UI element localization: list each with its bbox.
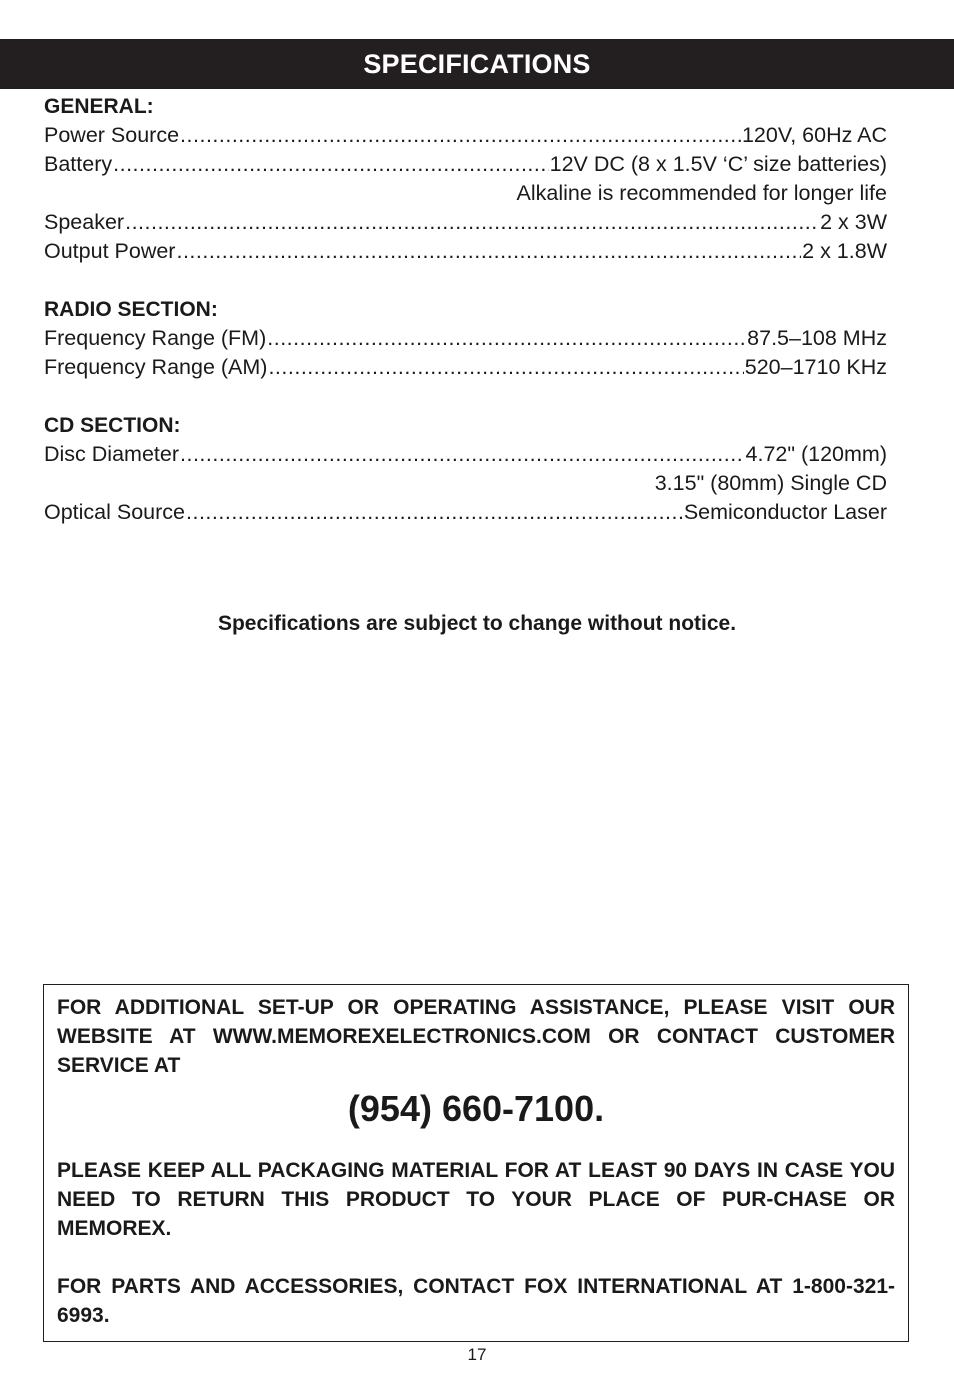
dot-leader <box>180 121 741 150</box>
spec-label: Battery <box>44 152 113 176</box>
radio-section <box>44 295 887 382</box>
spec-row-fm <box>44 324 887 353</box>
customer-service-phone: (954) 660-7100. <box>347 1088 605 1129</box>
paragraph-spacer <box>57 1243 895 1272</box>
change-notice: Specifications are subject to change without notice. <box>217 612 737 635</box>
dot-leader <box>113 150 549 179</box>
page-number: 17 <box>467 1345 487 1364</box>
spec-value: 4.72" (120mm) <box>745 442 887 466</box>
spec-label: Optical Source <box>44 500 186 524</box>
cd-section <box>44 411 887 527</box>
spec-note-disc-diameter: 3.15" (80mm) Single CD <box>654 471 887 495</box>
specifications-list <box>44 92 887 556</box>
spec-label: Frequency Range (FM) <box>44 326 267 350</box>
spec-value: 520–1710 KHz <box>744 355 887 379</box>
general-heading: GENERAL: <box>44 95 154 118</box>
spec-label: Power Source <box>44 123 180 147</box>
spec-value: 87.5–108 MHz <box>747 326 887 350</box>
packaging-paragraph: PLEASE KEEP ALL PACKAGING MATERIAL FOR AT LEAST 90 DAYS IN CASE YOU NEED TO RETURN THIS PRODUCT TO YOUR PLACE OF PUR-CHASE OR MEMOREX. <box>57 1159 895 1240</box>
specifications-header-bar <box>0 39 954 89</box>
spec-row-output-power <box>44 237 887 266</box>
assistance-box <box>43 984 909 1342</box>
spec-note-battery: Alkaline is recommended for longer life <box>516 181 887 205</box>
spec-row-am <box>44 353 887 382</box>
spec-row-disc-diameter <box>44 440 887 469</box>
spec-value: 120V, 60Hz AC <box>741 123 887 147</box>
spec-value: 12V DC (8 x 1.5V ‘C’ size batteries) <box>549 152 887 176</box>
general-section <box>44 92 887 266</box>
spec-label: Output Power <box>44 239 176 263</box>
spec-row-optical-source <box>44 498 887 527</box>
spec-row-battery <box>44 150 887 179</box>
cd-heading: CD SECTION: <box>44 414 181 437</box>
spec-value: Semiconductor Laser <box>683 500 887 524</box>
assistance-paragraph: FOR ADDITIONAL SET-UP OR OPERATING ASSISTANCE, PLEASE VISIT OUR WEBSITE AT WWW.MEMOREXELECTRONICS.COM OR CONTACT CUSTOMER SERVICE AT <box>57 996 895 1077</box>
dot-leader <box>125 208 819 237</box>
parts-paragraph: FOR PARTS AND ACCESSORIES, CONTACT FOX INTERNATIONAL AT 1-800-321-6993. <box>57 1275 895 1327</box>
spec-label: Frequency Range (AM) <box>44 355 268 379</box>
spec-row-power-source <box>44 121 887 150</box>
radio-heading: RADIO SECTION: <box>44 298 218 321</box>
spec-label: Speaker <box>44 210 125 234</box>
dot-leader <box>186 498 683 527</box>
dot-leader <box>180 440 745 469</box>
dot-leader <box>176 237 801 266</box>
dot-leader <box>267 324 746 353</box>
spec-row-speaker <box>44 208 887 237</box>
spec-label: Disc Diameter <box>44 442 179 466</box>
page-title: SPECIFICATIONS <box>363 48 591 79</box>
dot-leader <box>268 353 743 382</box>
spec-value: 2 x 3W <box>820 210 887 234</box>
spec-value: 2 x 1.8W <box>802 239 887 263</box>
